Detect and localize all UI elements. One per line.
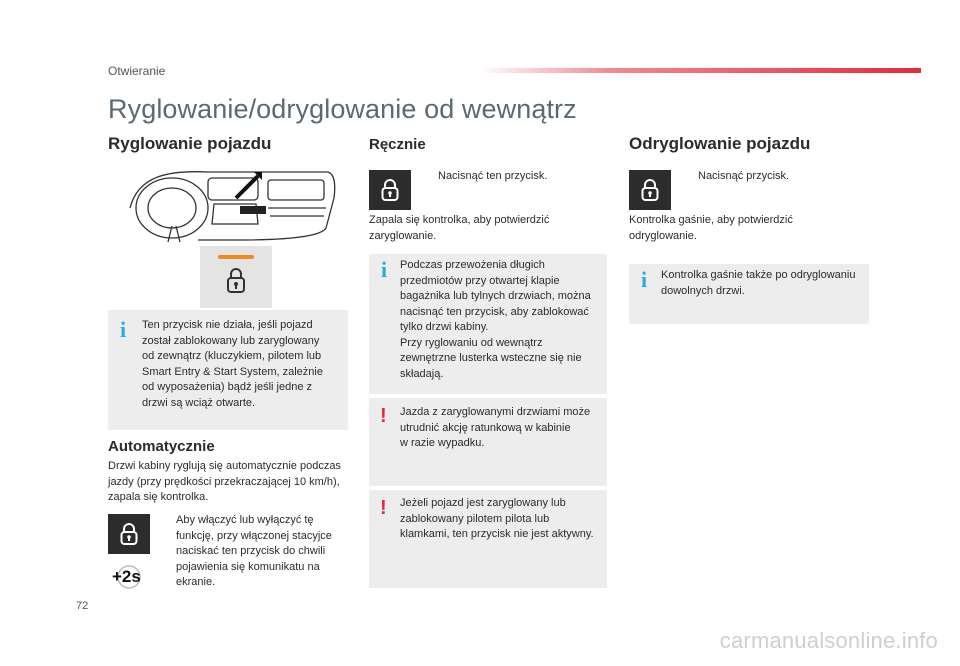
info-note-left [108, 310, 348, 430]
lock-button-icon [369, 170, 411, 210]
info-note-middle [369, 254, 607, 394]
hold-duration-label: +2s [112, 567, 141, 586]
warning-icon: ! [380, 497, 387, 519]
padlock-icon [120, 522, 138, 546]
automatic-step-text: Aby włączyć lub wyłączyć tę funkcję, przy włączonej stacyjce naciskać ten przycisk do chwili pojawienia się komunikatu na ekranie. [176, 514, 332, 588]
info-note-text: Podczas przewożenia długich przedmiotów przy otwartej klapie bagażnika lub tylnych drzwiach, można nacisnąć ten przycisk, aby zablokować tylko drzwi kabiny. Przy ryglowaniu od wewnątrz zewnętrzne lusterka wsteczne się nie składają. [400, 259, 591, 380]
info-icon: i [381, 257, 388, 282]
warning-note-text: Jeżeli pojazd jest zaryglowany lub zablokowany pilotem pilota lub klamkami, ten przycisk nie jest aktywny. [400, 497, 594, 540]
indicator-lamp [218, 255, 254, 259]
warning-note-text: Jazda z zaryglowanymi drzwiami może utrudnić akcję ratunkową w kabinie w razie wypadku. [400, 406, 591, 449]
manual-result-text: Zapala się kontrolka, aby potwierdzić zaryglowanie. [369, 214, 550, 242]
warning-note-1 [369, 398, 607, 486]
unlock-result-text: Kontrolka gaśnie, aby potwierdzić odryglowanie. [629, 214, 793, 242]
unlock-step-text: Nacisnąć przycisk. [698, 170, 790, 182]
dashboard-illustration [128, 168, 338, 244]
info-note-text: Kontrolka gaśnie także po odryglowaniu dowolnych drzwi. [661, 269, 856, 297]
page-number: 72 [76, 600, 89, 612]
info-icon: i [641, 267, 648, 292]
watermark: carmanualsonline.info [719, 628, 938, 653]
automatic-heading: Automatycznie [108, 438, 215, 455]
lock-button-icon [108, 514, 150, 554]
warning-icon: ! [380, 405, 387, 427]
locking-heading: Ryglowanie pojazdu [108, 134, 272, 153]
info-note-text: Ten przycisk nie działa, jeśli pojazd został zablokowany lub zaryglowany od zewnątrz (kluczykiem, pilotem lub Smart Entry & Start System, zależnie od wyposażenia) bądź jeśli jedne z drzwi są wciąż otwarte. [142, 319, 323, 409]
unlocking-heading: Odryglowanie pojazdu [629, 134, 811, 153]
info-icon: i [120, 317, 127, 342]
padlock-icon [381, 178, 399, 202]
padlock-icon [226, 266, 246, 294]
automatic-text: Drzwi kabiny ryglują się automatycznie podczas jazdy (przy prędkości przekraczającej 10 km/h), zapala się kontrolka. [108, 460, 341, 503]
info-note-right [629, 264, 869, 324]
manual-heading: Ręcznie [369, 136, 426, 153]
warning-note-2 [369, 490, 607, 588]
lock-button-detail [200, 246, 272, 308]
page-title: Ryglowanie/odryglowanie od wewnątrz [108, 94, 577, 124]
manual-step-text: Nacisnąć ten przycisk. [438, 170, 548, 182]
header-accent-bar [478, 68, 921, 73]
hold-2s-badge [112, 564, 146, 590]
lock-button-icon [629, 170, 671, 210]
padlock-icon [641, 178, 659, 202]
section-label: Otwieranie [108, 64, 166, 78]
